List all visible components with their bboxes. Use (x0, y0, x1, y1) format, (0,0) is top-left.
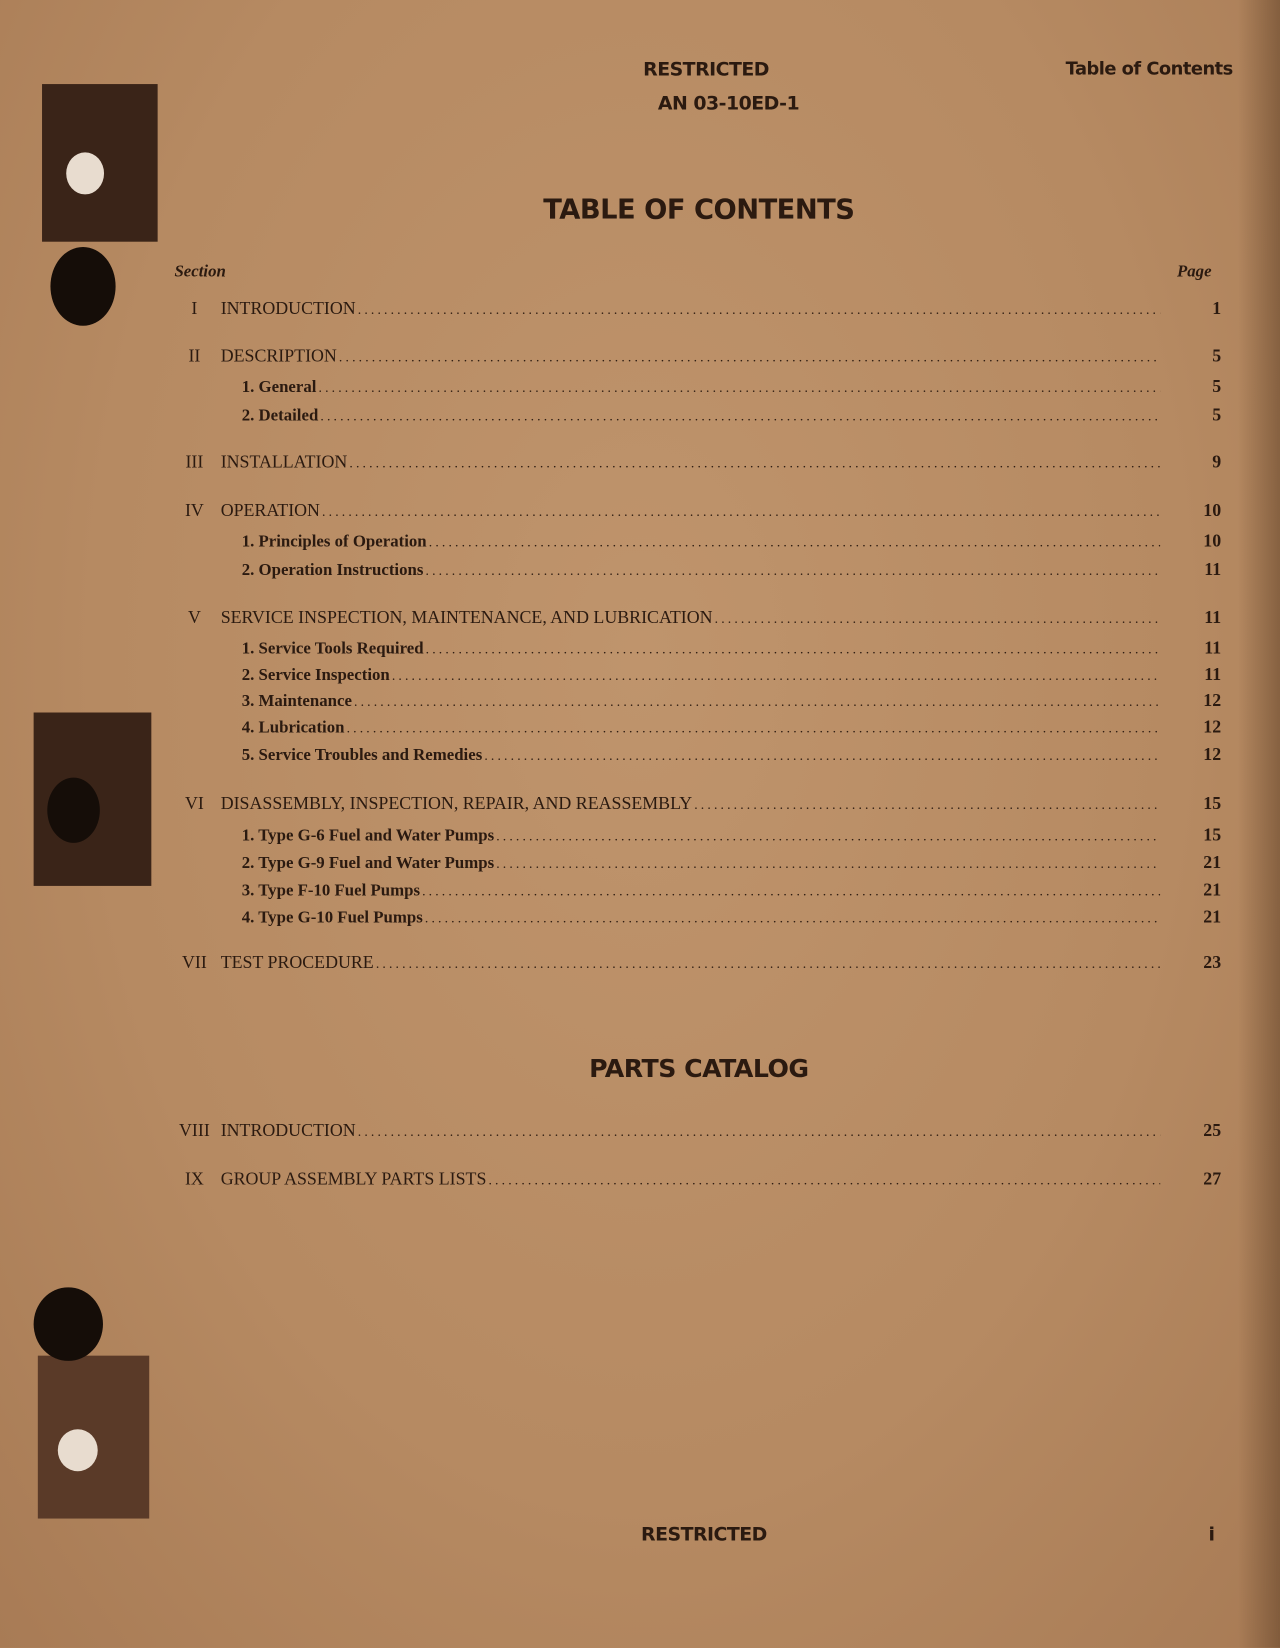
entry-title: 4. Lubrication (241, 718, 345, 737)
toc-entry[interactable] (168, 825, 1221, 848)
toc-entry[interactable] (168, 690, 1221, 713)
dot-leader (496, 855, 1160, 872)
page-number: 12 (1203, 716, 1222, 737)
toc-entry[interactable] (168, 907, 1221, 930)
page-number: 5 (1212, 404, 1222, 425)
entry-title: 2. Detailed (241, 406, 319, 425)
footer-page-number: i (1208, 1523, 1215, 1546)
entry-title: OPERATION (220, 500, 320, 521)
dot-leader (349, 455, 1160, 472)
section-number: IX (184, 1168, 204, 1189)
page-number: 12 (1203, 690, 1222, 711)
dot-leader (322, 503, 1160, 520)
parts-catalog-title: PARTS CATALOG (589, 1054, 809, 1084)
page-number: 21 (1203, 879, 1222, 900)
page-number: 9 (1212, 451, 1222, 472)
header-doc-number: AN 03-10ED-1 (657, 92, 800, 115)
entry-title: TEST PROCEDURE (220, 952, 374, 973)
entry-title: 1. Service Tools Required (241, 639, 424, 658)
punch-hole (66, 152, 104, 194)
punch-hole (58, 1429, 98, 1471)
dot-leader (358, 1123, 1160, 1140)
dot-leader (496, 828, 1160, 845)
dot-leader (488, 1172, 1160, 1189)
entry-title: 4. Type G-10 Fuel Pumps (241, 909, 423, 927)
toc-entry[interactable] (168, 852, 1221, 875)
section-number: III (185, 451, 204, 472)
dot-leader (426, 562, 1161, 579)
dot-leader (354, 694, 1160, 711)
toc-entry[interactable] (168, 607, 1221, 630)
entry-title: 1. General (241, 378, 317, 397)
dot-leader (320, 408, 1160, 425)
page-edge-shadow (1238, 0, 1280, 1648)
toc-entry[interactable] (168, 531, 1221, 554)
header-running-title: Table of Contents (1065, 58, 1233, 80)
page-number: 15 (1203, 824, 1222, 845)
entry-title: INSTALLATION (220, 451, 348, 472)
section-number: V (187, 607, 201, 628)
page-number: 15 (1203, 793, 1222, 814)
toc-entry[interactable] (168, 346, 1221, 369)
page-number: 27 (1203, 1168, 1222, 1189)
binder-ring (50, 247, 115, 326)
page-number: 5 (1212, 345, 1222, 366)
entry-title: 3. Type F-10 Fuel Pumps (241, 881, 420, 900)
entry-title: INTRODUCTION (220, 1120, 356, 1141)
toc-entry[interactable] (168, 793, 1221, 816)
section-number: VII (182, 952, 207, 973)
entry-title: 1. Type G-6 Fuel and Water Pumps (241, 827, 495, 845)
toc-entry[interactable] (168, 298, 1221, 321)
page-number: 11 (1204, 637, 1222, 658)
dot-leader (347, 720, 1161, 737)
toc-entry[interactable] (168, 452, 1221, 475)
entry-title: DISASSEMBLY, INSPECTION, REPAIR, AND REASSEMBLY (220, 793, 693, 814)
page-number: 5 (1212, 376, 1222, 397)
entry-title: 2. Service Inspection (241, 666, 390, 685)
column-header-section: Section (174, 262, 226, 281)
toc-entry[interactable] (168, 376, 1221, 399)
footer-classification: RESTRICTED (641, 1523, 767, 1546)
entry-title: 3. Maintenance (241, 692, 352, 711)
section-number: I (191, 298, 198, 319)
dot-leader (694, 797, 1160, 814)
header-classification: RESTRICTED (643, 58, 769, 81)
dot-leader (422, 883, 1160, 900)
dot-leader (376, 955, 1160, 972)
page-number: 21 (1203, 852, 1222, 873)
dot-leader (392, 667, 1160, 684)
page-number: 12 (1203, 744, 1222, 765)
entry-title: GROUP ASSEMBLY PARTS LISTS (220, 1168, 487, 1189)
toc-entry[interactable] (168, 664, 1221, 687)
entry-title: 2. Operation Instructions (241, 561, 424, 580)
page-number: 1 (1212, 298, 1222, 319)
dot-leader (429, 534, 1160, 551)
toc-entry[interactable] (168, 1120, 1221, 1143)
entry-title: 1. Principles of Operation (241, 532, 427, 551)
dot-leader (715, 611, 1161, 628)
binder-ring (34, 1287, 103, 1361)
entry-title: 5. Service Troubles and Remedies (241, 746, 483, 765)
entry-title: SERVICE INSPECTION, MAINTENANCE, AND LUBRICATION (220, 607, 713, 628)
page-number: 11 (1204, 559, 1222, 580)
page-number: 10 (1203, 530, 1222, 551)
page-number: 25 (1203, 1120, 1222, 1141)
entry-title: 2. Type G-9 Fuel and Water Pumps (241, 854, 495, 873)
page-number: 10 (1203, 500, 1222, 521)
section-number: VI (184, 793, 204, 814)
page-number: 11 (1204, 607, 1222, 628)
toc-entry[interactable] (168, 405, 1221, 428)
dot-leader (319, 379, 1161, 396)
toc-entry[interactable] (168, 638, 1221, 661)
dot-leader (484, 747, 1160, 764)
column-header-page: Page (1177, 262, 1212, 281)
toc-entry[interactable] (168, 744, 1221, 767)
page-title: TABLE OF CONTENTS (543, 194, 855, 226)
page-number: 21 (1203, 906, 1222, 927)
dot-leader (358, 302, 1160, 319)
dot-leader (425, 910, 1160, 927)
dot-leader (426, 641, 1161, 658)
section-number: IV (184, 500, 204, 521)
binder-ring (47, 778, 100, 843)
entry-title: INTRODUCTION (220, 298, 356, 319)
dot-leader (339, 349, 1160, 366)
section-number: II (188, 345, 201, 366)
entry-title: DESCRIPTION (220, 345, 337, 366)
toc-entry[interactable] (168, 880, 1221, 903)
toc-entry[interactable] (168, 559, 1221, 582)
toc-entry[interactable] (168, 717, 1221, 740)
page-number: 23 (1203, 952, 1222, 973)
section-number: VIII (179, 1120, 210, 1141)
toc-entry[interactable] (168, 952, 1221, 975)
page-number: 11 (1204, 664, 1222, 685)
toc-entry[interactable] (168, 1169, 1221, 1192)
toc-entry[interactable] (168, 500, 1221, 523)
